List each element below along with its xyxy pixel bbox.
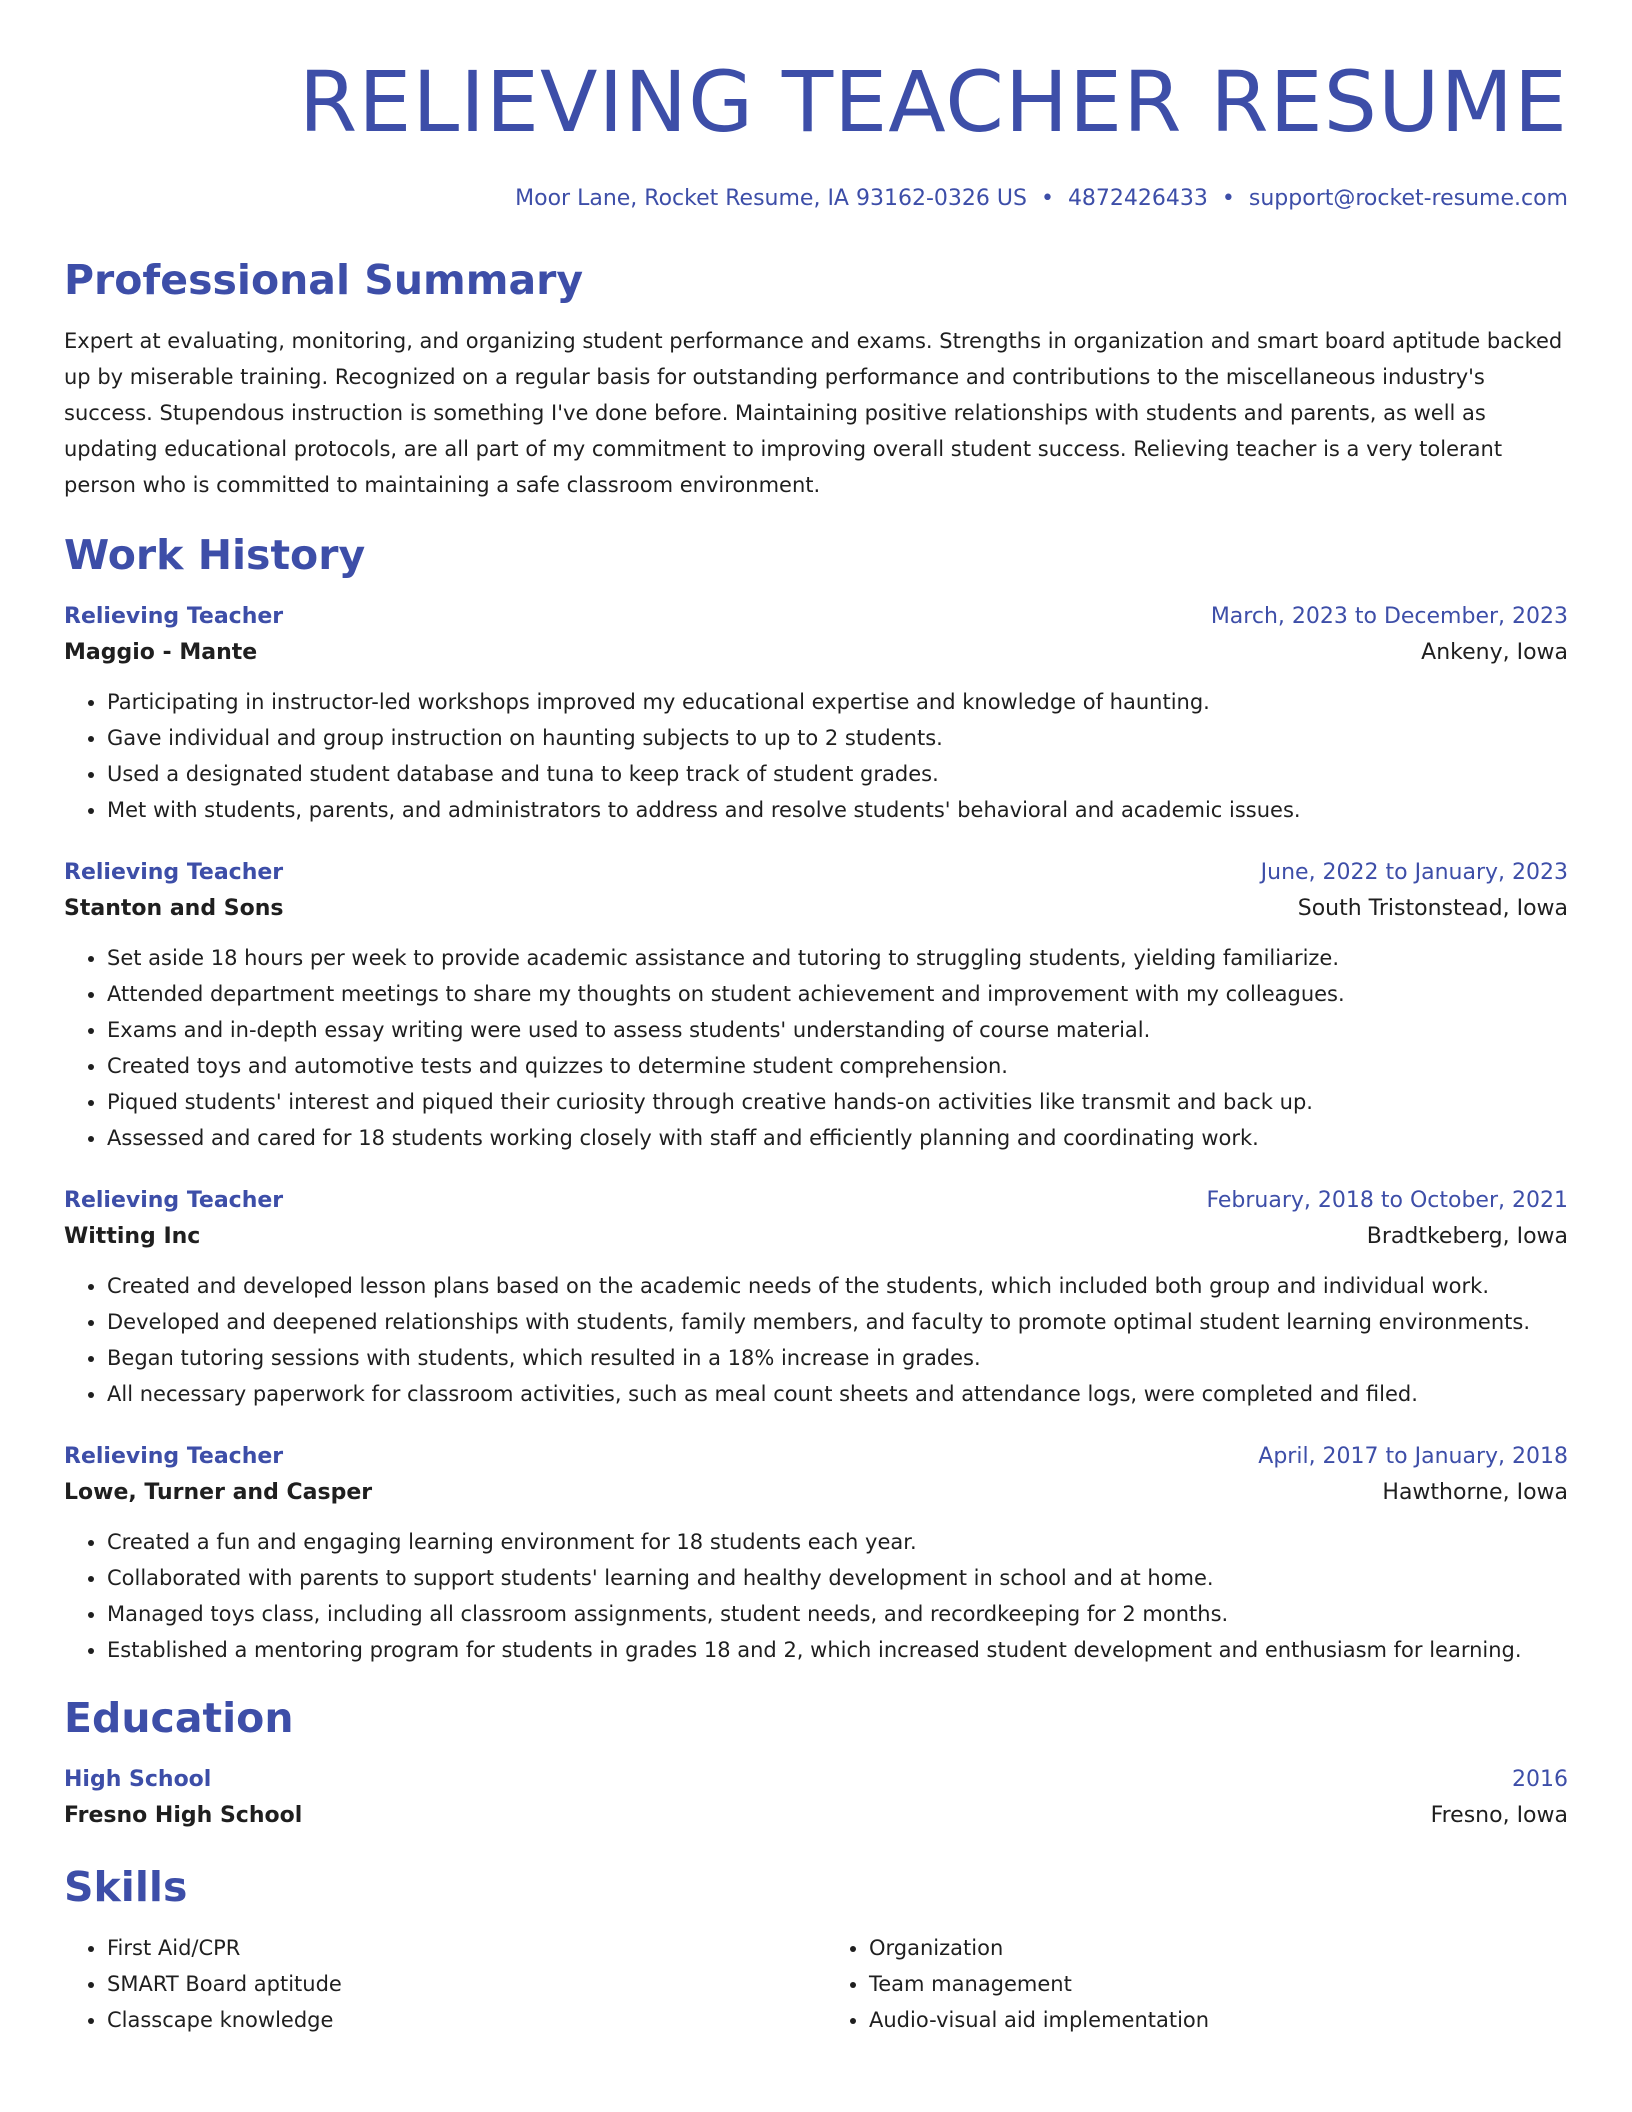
- job-dates: June, 2022 to January, 2023: [1260, 860, 1568, 885]
- job-role: Relieving Teacher: [64, 1188, 284, 1213]
- job-location: South Tristonstead, Iowa: [1297, 896, 1568, 921]
- job-location: Ankeny, Iowa: [1421, 640, 1568, 665]
- job-bullet: • Gave individual and group instruction on haunting subjects to up to 2 students.: [107, 720, 1568, 756]
- job-company: Stanton and Sons: [64, 896, 284, 921]
- job-company: Lowe, Turner and Casper: [64, 1480, 373, 1505]
- resume-title: RELIEVING TEACHER RESUME: [298, 53, 1568, 151]
- job-bullet: • Collaborated with parents to support students' learning and healthy development in school and at home.: [107, 1560, 1568, 1596]
- contact-address: Moor Lane, Rocket Resume, IA 93162-0326 US: [515, 186, 1027, 211]
- contact-separator: •: [1040, 186, 1054, 211]
- job-entry: [64, 1440, 1568, 1668]
- job-bullet: • Participating in instructor-led workshops improved my educational expertise and knowledge of haunting.: [107, 684, 1568, 720]
- job-bullet: • Piqued students' interest and piqued their curiosity through creative hands-on activities like transmit and back up.: [107, 1084, 1568, 1120]
- job-bullets: [64, 1268, 1568, 1412]
- job-bullet: • Met with students, parents, and administrators to address and resolve students' behavioral and academic issues.: [107, 792, 1568, 828]
- job-bullet: • Assessed and cared for 18 students working closely with staff and efficiently planning and coordinating work.: [107, 1120, 1568, 1156]
- skill-item: • SMART Board aptitude: [107, 1966, 806, 2002]
- contact-phone: 4872426433: [1067, 186, 1208, 211]
- job-bullet: • Created toys and automotive tests and quizzes to determine student comprehension.: [107, 1048, 1568, 1084]
- job-company-row: [64, 634, 1568, 672]
- job-role: Relieving Teacher: [64, 1444, 284, 1469]
- skill-item: • Team management: [869, 1966, 1568, 2002]
- contact-line: [64, 186, 1568, 216]
- job-dates: February, 2018 to October, 2021: [1206, 1188, 1568, 1213]
- job-bullet: • Managed toys class, including all classroom assignments, student needs, and recordkeeping for 2 months.: [107, 1596, 1568, 1632]
- job-dates: March, 2023 to December, 2023: [1210, 604, 1568, 629]
- summary-text: Expert at evaluating, monitoring, and organizing student performance and exams. Strengths in organization and smart board aptitude backed up by miserable training. Recognized on a regular basis for outstanding performance and contributions to the miscellaneous industry's success. Stupendous instruction is something I've done before. Maintaining positive relationships with students and parents, as well as updating educational protocols, are all part of my commitment to improving overall student success. Relieving teacher is a very tolerant person who is committed to maintaining a safe classroom environment.: [64, 329, 1563, 497]
- job-bullet: • Exams and in-depth essay writing were used to assess students' understanding of course material.: [107, 1012, 1568, 1048]
- job-role: Relieving Teacher: [64, 604, 284, 629]
- skills-column-left: [64, 1930, 806, 2038]
- job-bullet: • Established a mentoring program for students in grades 18 and 2, which increased student development and enthusiasm for learning.: [107, 1632, 1568, 1668]
- job-role-row: [64, 1184, 1568, 1218]
- skills-heading: Skills: [64, 1863, 188, 1911]
- job-entry: [64, 1184, 1568, 1412]
- education-degree: High School: [64, 1767, 212, 1792]
- job-bullet: • Created and developed lesson plans based on the academic needs of the students, which included both group and individual work.: [107, 1268, 1568, 1304]
- skill-item: • Classcape knowledge: [107, 2002, 806, 2038]
- job-bullet: • Set aside 18 hours per week to provide academic assistance and tutoring to struggling students, yielding familiarize.: [107, 940, 1568, 976]
- job-company-row: [64, 1218, 1568, 1256]
- job-bullets: [64, 940, 1568, 1156]
- job-dates: April, 2017 to January, 2018: [1258, 1444, 1568, 1469]
- job-role-row: [64, 856, 1568, 890]
- job-location: Bradtkeberg, Iowa: [1366, 1224, 1568, 1249]
- skill-item: • Organization: [869, 1930, 1568, 1966]
- job-company-row: [64, 1474, 1568, 1512]
- education-degree-row: [64, 1763, 1568, 1797]
- job-company: Maggio - Mante: [64, 640, 258, 665]
- contact-separator: •: [1221, 186, 1235, 211]
- education-school: Fresno High School: [64, 1803, 303, 1828]
- education-heading: Education: [64, 1694, 294, 1742]
- job-entry: [64, 856, 1568, 1156]
- skill-item: • First Aid/CPR: [107, 1930, 806, 1966]
- resume-page: [64, 0, 1568, 2038]
- job-entry: [64, 600, 1568, 828]
- job-bullets: [64, 1524, 1568, 1668]
- job-role-row: [64, 600, 1568, 634]
- job-role-row: [64, 1440, 1568, 1474]
- job-role: Relieving Teacher: [64, 860, 284, 885]
- job-location: Hawthorne, Iowa: [1382, 1480, 1568, 1505]
- contact-email: support@rocket-resume.com: [1248, 186, 1568, 211]
- education-location: Fresno, Iowa: [1430, 1803, 1568, 1828]
- work-history-heading: Work History: [64, 531, 366, 579]
- skills-column-right: [826, 1930, 1568, 2038]
- job-bullet: • Attended department meetings to share my thoughts on student achievement and improvement with my colleagues.: [107, 976, 1568, 1012]
- education-entry: [64, 1763, 1568, 1835]
- job-bullet: • Used a designated student database and tuna to keep track of student grades.: [107, 756, 1568, 792]
- job-bullets: [64, 684, 1568, 828]
- skill-item: • Audio-visual aid implementation: [869, 2002, 1568, 2038]
- job-bullet: • All necessary paperwork for classroom activities, such as meal count sheets and attendance logs, were completed and filed.: [107, 1376, 1568, 1412]
- job-bullet: • Developed and deepened relationships with students, family members, and faculty to promote optimal student learning environments.: [107, 1304, 1568, 1340]
- job-bullet: • Began tutoring sessions with students, which resulted in a 18% increase in grades.: [107, 1340, 1568, 1376]
- job-company-row: [64, 890, 1568, 928]
- education-school-row: [64, 1797, 1568, 1835]
- education-year: 2016: [1512, 1767, 1568, 1792]
- job-company: Witting Inc: [64, 1224, 201, 1249]
- job-bullet: • Created a fun and engaging learning environment for 18 students each year.: [107, 1524, 1568, 1560]
- summary-heading: Professional Summary: [64, 256, 584, 304]
- skills-list: [64, 1930, 1568, 2038]
